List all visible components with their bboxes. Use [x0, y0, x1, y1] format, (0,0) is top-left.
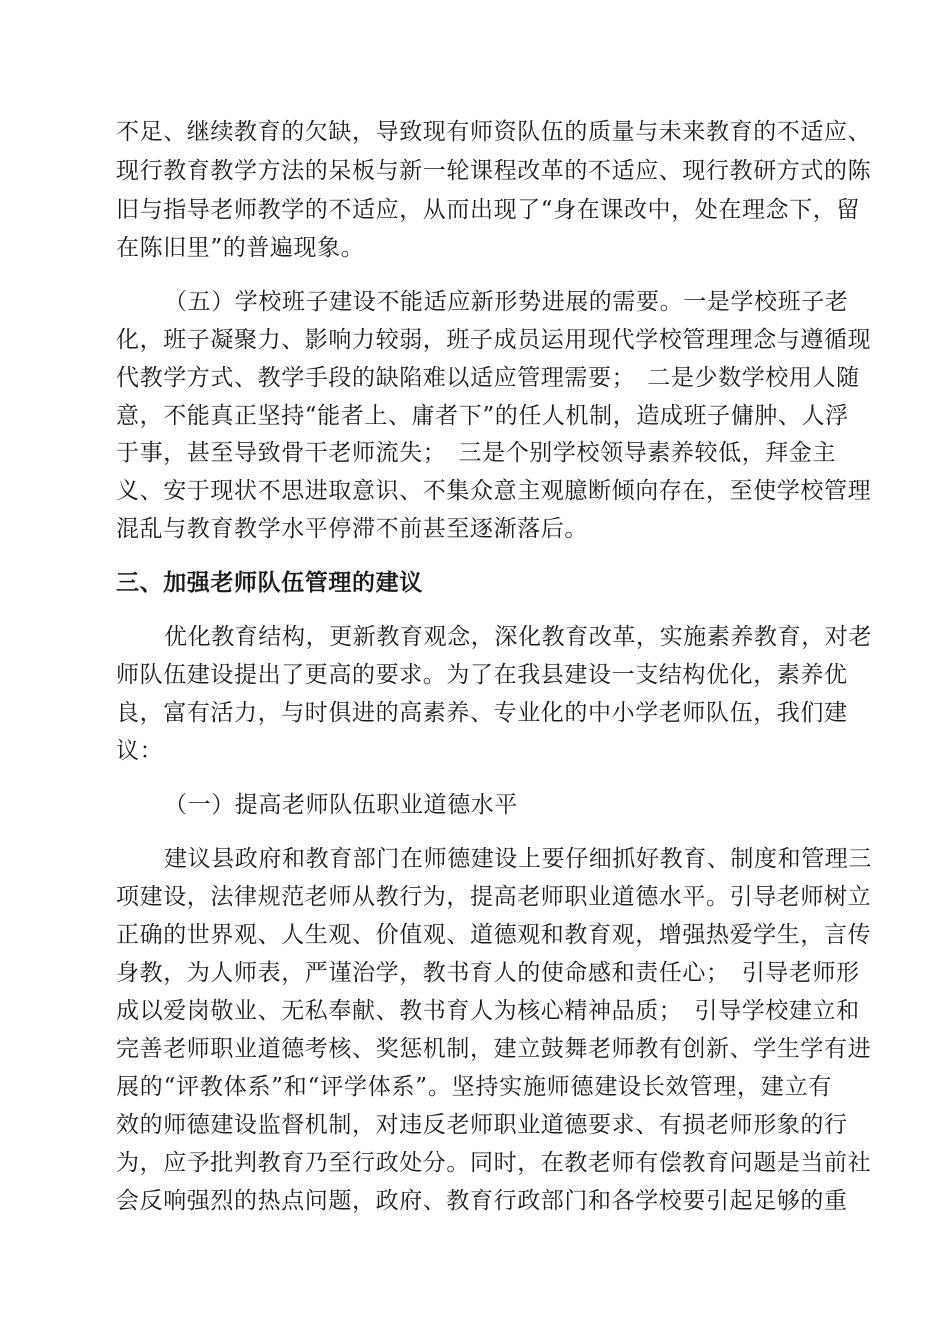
section-heading: 三、加强老师队伍管理的建议	[116, 569, 423, 596]
text-line: （五）学校班子建设不能适应新形势进展的需要。一是学校班子老	[164, 289, 849, 315]
text-line: 正确的世界观、人生观、价值观、道德观和教育观，增强热爱学生，言传	[116, 922, 872, 948]
text-line: 旧与指导老师教学的不适应，从而出现了“身在课改中，处在理念下，留	[116, 197, 860, 223]
text-line: 于事，甚至导致骨干老师流失； 三是个别学校领导素养较低，拜金主	[116, 440, 837, 466]
text-line: 义、安于现状不思进取意识、不集众意主观臆断倾向存在，至使学校管理	[116, 478, 872, 504]
text-line: 展的“评教体系”和“评学体系”。坚持实施师德建设长效管理，建立有	[116, 1074, 832, 1100]
text-line: 不足、继续教育的欠缺，导致现有师资队伍的质量与未来教育的不适应、	[116, 119, 872, 145]
text-line: 代教学方式、教学手段的缺陷难以适应管理需要； 二是少数学校用人随	[116, 365, 860, 391]
subheading: （一）提高老师队伍职业道德水平	[164, 792, 518, 818]
text-line: 成以爱岗敬业、无私奉献、教书育人为核心精神品质； 引导学校建立和	[116, 998, 860, 1024]
text-line: 混乱与教育教学水平停滞不前甚至逐渐落后。	[116, 516, 588, 542]
text-line: 身教，为人师表，严谨治学，教书育人的使命感和责任心； 引导老师形	[116, 960, 860, 986]
text-line: 良，富有活力，与时俱进的高素养、专业化的中小学老师队伍，我们建	[116, 700, 848, 726]
text-line: 项建设，法律规范老师从教行为，提高老师职业道德水平。引导老师树立	[116, 884, 872, 910]
text-line: 建议县政府和教育部门在师德建设上要仔细抓好教育、制度和管理三	[164, 846, 872, 872]
text-line: 现行教育教学方法的呆板与新一轮课程改革的不适应、现行教研方式的陈	[116, 158, 872, 184]
text-line: 化，班子凝聚力、影响力较弱，班子成员运用现代学校管理理念与遵循现	[116, 327, 872, 353]
text-line: 完善老师职业道德考核、奖惩机制，建立鼓舞老师教有创新、学生学有进	[116, 1036, 872, 1062]
text-line: 会反响强烈的热点问题，政府、教育行政部门和各学校要引起足够的重	[116, 1188, 848, 1214]
text-line: 议：	[116, 738, 164, 764]
text-line: 为，应予批判教育乃至行政处分。同时，在教老师有偿教育问题是当前社	[116, 1150, 872, 1176]
text-line: 优化教育结构，更新教育观念，深化教育改革，实施素养教育，对老	[164, 624, 872, 650]
text-line: 师队伍建设提出了更高的要求。为了在我县建设一支结构优化，素养优	[116, 662, 848, 688]
text-line: 在陈旧里”的普遍现象。	[116, 235, 365, 261]
text-line: 意，不能真正坚持“能者上、庸者下”的任人机制，造成班子傭肿、人浮	[116, 403, 849, 429]
text-line: 效的师德建设监督机制，对违反老师职业道德要求、有损老师形象的行	[116, 1112, 848, 1138]
